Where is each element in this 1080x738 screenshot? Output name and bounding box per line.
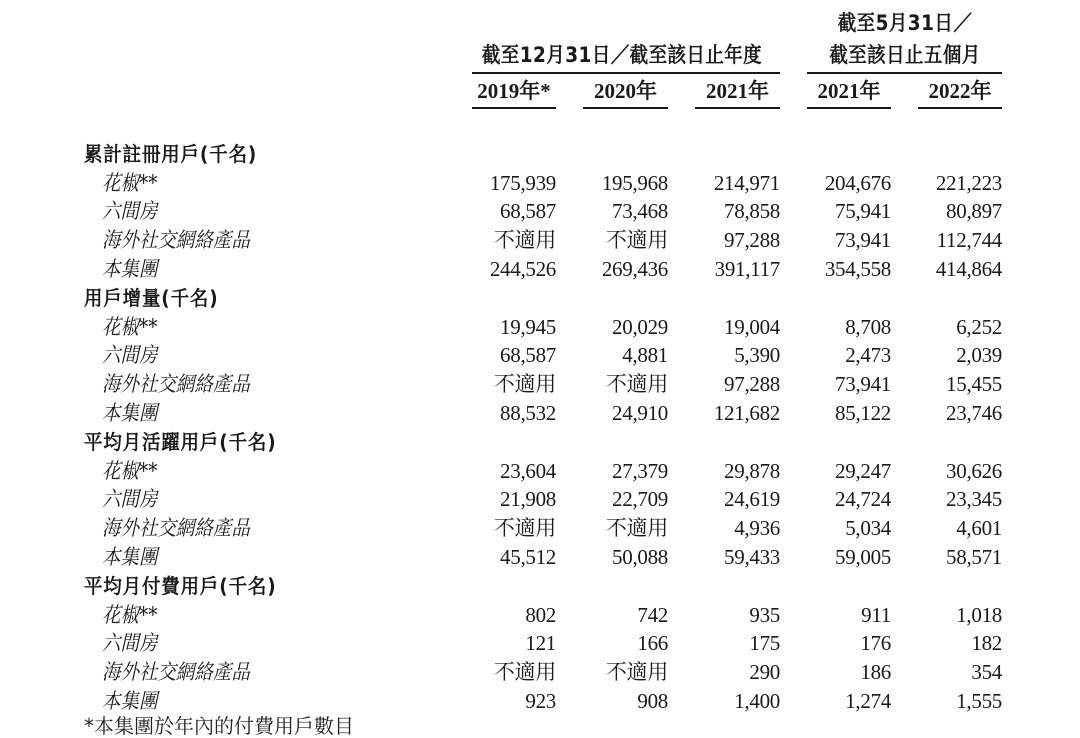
table-cell: 923 xyxy=(525,689,556,713)
table-cell: 24,910 xyxy=(612,401,668,425)
row-label: 花椒** xyxy=(102,315,158,339)
table-cell: 121,682 xyxy=(713,401,780,425)
table-cell: 97,288 xyxy=(724,372,780,396)
table-cell: 4,881 xyxy=(622,343,668,367)
table-cell: 29,247 xyxy=(835,459,891,483)
table-cell: 19,004 xyxy=(724,315,780,339)
row-label: 六間房 xyxy=(102,199,158,223)
table-cell: 23,746 xyxy=(946,401,1002,425)
table-cell: 73,468 xyxy=(612,199,668,223)
table-cell: 175 xyxy=(749,631,780,655)
row-label: 花椒** xyxy=(102,459,158,483)
row-label: 六間房 xyxy=(102,631,158,655)
column-header-2021-5m: 2021年 xyxy=(817,79,881,103)
table-cell: 911 xyxy=(861,603,891,627)
table-cell: 204,676 xyxy=(824,171,891,195)
table-cell: 112,744 xyxy=(936,228,1002,252)
row-label: 海外社交網絡產品 xyxy=(102,228,250,252)
table-cell: 290 xyxy=(749,660,780,684)
table-cell: 24,724 xyxy=(835,487,891,511)
table-cell: 5,390 xyxy=(734,343,780,367)
table-row xyxy=(0,399,1080,427)
row-label: 本集團 xyxy=(102,257,158,281)
table-cell: 45,512 xyxy=(500,545,556,569)
table-cell: 2,039 xyxy=(956,343,1002,367)
table-cell: 354,558 xyxy=(824,257,891,281)
table-row xyxy=(0,543,1080,571)
table-cell: 68,587 xyxy=(500,343,556,367)
table-row xyxy=(0,601,1080,629)
row-label: 海外社交網絡產品 xyxy=(102,372,250,396)
table-cell: 80,897 xyxy=(946,199,1002,223)
table-cell: 97,288 xyxy=(724,228,780,252)
table-cell: 244,526 xyxy=(489,257,556,281)
table-cell: 166 xyxy=(637,631,668,655)
row-label: 海外社交網絡產品 xyxy=(102,516,250,540)
row-label: 六間房 xyxy=(102,487,158,511)
table-cell: 1,555 xyxy=(956,689,1002,713)
row-label: 本集團 xyxy=(102,545,158,569)
row-label: 海外社交網絡產品 xyxy=(102,660,250,684)
table-row xyxy=(0,629,1080,657)
table-cell: 24,619 xyxy=(724,487,780,511)
table-row xyxy=(0,457,1080,485)
table-cell: 27,379 xyxy=(612,459,668,483)
table-cell: 8,708 xyxy=(845,315,891,339)
column-header-2022-5m: 2022年 xyxy=(928,79,992,103)
table-cell: 85,122 xyxy=(835,401,891,425)
table-cell: 935 xyxy=(749,603,780,627)
column-header-2021: 2021年 xyxy=(706,79,769,103)
table-cell: 不適用 xyxy=(493,228,556,252)
table-row xyxy=(0,687,1080,715)
table-cell: 23,604 xyxy=(500,459,556,483)
table-cell: 1,400 xyxy=(734,689,780,713)
table-cell: 不適用 xyxy=(493,660,556,684)
table-cell: 802 xyxy=(525,603,556,627)
table-cell: 50,088 xyxy=(612,545,668,569)
col-rule-2019 xyxy=(472,107,556,109)
column-group-header-year-end: 截至12月31日／截至該日止年度 xyxy=(481,43,763,67)
col-rule-2021 xyxy=(695,107,780,109)
table-cell: 6,252 xyxy=(956,315,1002,339)
table-cell: 78,858 xyxy=(724,199,780,223)
table-cell: 73,941 xyxy=(835,228,891,252)
table-row xyxy=(0,370,1080,398)
table-row xyxy=(0,313,1080,341)
group-rule-year-end xyxy=(472,72,780,74)
col-rule-2020 xyxy=(583,107,668,109)
table-cell: 75,941 xyxy=(835,199,891,223)
table-cell: 20,029 xyxy=(612,315,668,339)
table-cell: 19,945 xyxy=(500,315,556,339)
table-cell: 182 xyxy=(971,631,1002,655)
column-group-header-five-months-line2: 截至該日止五個月 xyxy=(829,43,981,67)
table-row xyxy=(0,226,1080,254)
table-cell: 742 xyxy=(637,603,668,627)
table-cell: 5,034 xyxy=(845,516,891,540)
table-cell: 不適用 xyxy=(605,372,668,396)
row-label: 花椒** xyxy=(102,603,158,627)
table-row xyxy=(0,514,1080,542)
row-label: 六間房 xyxy=(102,343,158,367)
table-cell: 195,968 xyxy=(601,171,668,195)
column-header-2020: 2020年 xyxy=(594,79,657,103)
table-cell: 4,601 xyxy=(956,516,1002,540)
table-cell: 221,223 xyxy=(935,171,1002,195)
table-cell: 68,587 xyxy=(500,199,556,223)
table-cell: 269,436 xyxy=(601,257,668,281)
table-cell: 73,941 xyxy=(835,372,891,396)
section-title: 用戶增量(千名) xyxy=(84,286,219,310)
col-rule-2021-5m xyxy=(807,107,891,109)
table-cell: 不適用 xyxy=(493,516,556,540)
table-cell: 121 xyxy=(525,631,556,655)
table-row xyxy=(0,197,1080,225)
table-cell: 88,532 xyxy=(500,401,556,425)
table-cell: 不適用 xyxy=(493,372,556,396)
table-cell: 59,433 xyxy=(724,545,780,569)
row-label: 本集團 xyxy=(102,689,158,713)
table-cell: 29,878 xyxy=(724,459,780,483)
table-cell: 176 xyxy=(860,631,891,655)
section-title: 平均月活躍用戶(千名) xyxy=(84,430,277,454)
table-cell: 22,709 xyxy=(612,487,668,511)
table-cell: 354 xyxy=(971,660,1002,684)
table-row xyxy=(0,485,1080,513)
table-cell: 186 xyxy=(860,660,891,684)
col-rule-2022-5m xyxy=(918,107,1002,109)
table-cell: 391,117 xyxy=(714,257,780,281)
footnote-cutoff xyxy=(84,714,444,738)
table-cell: 214,971 xyxy=(713,171,780,195)
table-cell: 1,018 xyxy=(956,603,1002,627)
table-cell: 59,005 xyxy=(835,545,891,569)
table-cell: 不適用 xyxy=(605,660,668,684)
table-row xyxy=(0,169,1080,197)
footnote-text: *本集團於年內的付費用戶數目 xyxy=(84,714,354,738)
section-title: 累計註冊用戶(千名) xyxy=(84,142,258,166)
group-rule-five-months xyxy=(807,72,1002,74)
table-cell: 1,274 xyxy=(845,689,891,713)
row-label: 本集團 xyxy=(102,401,158,425)
table-row xyxy=(0,658,1080,686)
table-cell: 不適用 xyxy=(605,228,668,252)
table-row xyxy=(0,255,1080,283)
column-group-header-five-months-line1: 截至5月31日／ xyxy=(837,11,973,35)
table-cell: 30,626 xyxy=(946,459,1002,483)
table-row xyxy=(0,341,1080,369)
table-cell: 23,345 xyxy=(946,487,1002,511)
table-cell: 908 xyxy=(637,689,668,713)
table-cell: 15,455 xyxy=(946,372,1002,396)
table-cell: 4,936 xyxy=(734,516,780,540)
table-cell: 21,908 xyxy=(500,487,556,511)
column-header-2019: 2019年* xyxy=(477,79,551,103)
table-cell: 2,473 xyxy=(845,343,891,367)
table-cell: 414,864 xyxy=(935,257,1002,281)
section-title: 平均月付費用戶(千名) xyxy=(84,574,277,598)
row-label: 花椒** xyxy=(102,171,158,195)
table-cell: 175,939 xyxy=(489,171,556,195)
table-cell: 不適用 xyxy=(605,516,668,540)
table-cell: 58,571 xyxy=(946,545,1002,569)
